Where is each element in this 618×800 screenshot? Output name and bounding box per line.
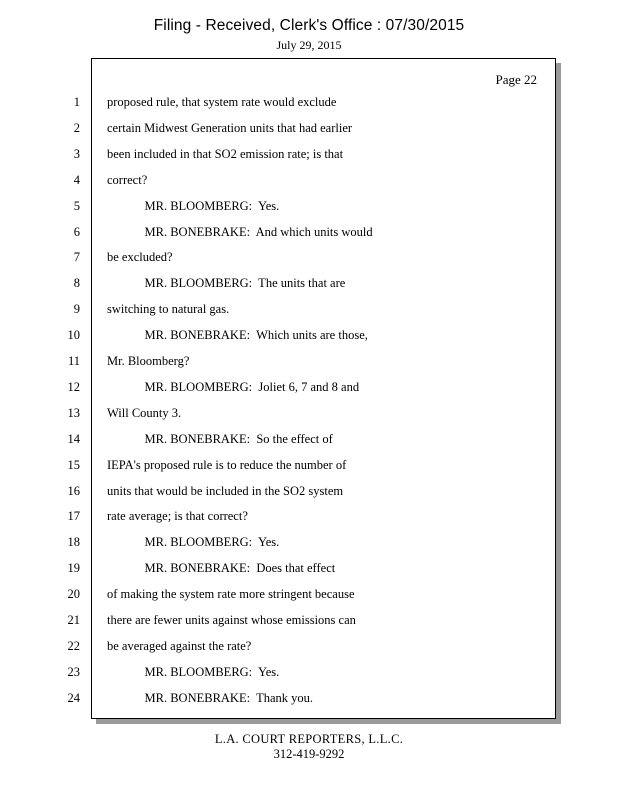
reporter-name: L.A. COURT REPORTERS, L.L.C. <box>214 732 404 746</box>
line-number: 1 <box>73 95 80 109</box>
line-text: there are fewer units against whose emissions can <box>107 613 356 627</box>
line-number: 13 <box>67 406 80 420</box>
reporter-phone: 312-419-9292 <box>273 747 345 761</box>
line-number: 17 <box>67 509 80 523</box>
filing-stamp: Filing - Received, Clerk's Office : 07/30/2015 <box>153 17 465 34</box>
line-number: 15 <box>67 458 80 472</box>
line-text: MR. BLOOMBERG: Yes. <box>107 665 280 679</box>
line-number: 22 <box>67 639 80 653</box>
line-number: 18 <box>67 535 80 549</box>
line-number: 4 <box>73 173 80 187</box>
line-text: switching to natural gas. <box>107 302 230 316</box>
line-number: 6 <box>73 225 80 239</box>
line-number: 21 <box>67 613 80 627</box>
line-number: 10 <box>67 328 80 342</box>
line-text: MR. BONEBRAKE: Does that effect <box>107 561 336 575</box>
line-text: Mr. Bloomberg? <box>107 354 190 368</box>
line-text: been included in that SO2 emission rate; is that <box>107 147 344 161</box>
line-text: proposed rule, that system rate would exclude <box>107 95 337 109</box>
line-text: correct? <box>107 173 148 187</box>
line-number: 23 <box>67 665 80 679</box>
line-text: of making the system rate more stringent because <box>107 587 355 601</box>
line-text: MR. BLOOMBERG: Joliet 6, 7 and 8 and <box>107 380 360 394</box>
line-text: MR. BONEBRAKE: Thank you. <box>107 691 314 705</box>
line-number: 14 <box>67 432 80 446</box>
line-text: Will County 3. <box>107 406 182 420</box>
line-text: MR. BONEBRAKE: And which units would <box>107 225 373 239</box>
line-number: 19 <box>67 561 80 575</box>
line-text: MR. BONEBRAKE: So the effect of <box>107 432 333 446</box>
line-text: MR. BLOOMBERG: Yes. <box>107 199 280 213</box>
line-text: IEPA's proposed rule is to reduce the number of <box>107 458 347 472</box>
line-text: MR. BLOOMBERG: Yes. <box>107 535 280 549</box>
line-number: 24 <box>67 691 80 705</box>
hearing-date: July 29, 2015 <box>276 38 342 52</box>
line-number: 7 <box>73 250 80 264</box>
line-text: be averaged against the rate? <box>107 639 252 653</box>
line-text: certain Midwest Generation units that had earlier <box>107 121 353 135</box>
line-number: 5 <box>73 199 80 213</box>
line-text: MR. BONEBRAKE: Which units are those, <box>107 328 368 342</box>
page-number: Page 22 <box>495 72 537 87</box>
line-number: 20 <box>67 587 80 601</box>
line-number: 12 <box>67 380 80 394</box>
line-text: units that would be included in the SO2 system <box>107 484 344 498</box>
line-number: 8 <box>73 276 80 290</box>
line-number: 16 <box>67 484 80 498</box>
line-text: MR. BLOOMBERG: The units that are <box>107 276 346 290</box>
line-text: be excluded? <box>107 250 173 264</box>
line-number: 9 <box>73 302 80 316</box>
line-number: 2 <box>73 121 80 135</box>
line-text: rate average; is that correct? <box>107 509 248 523</box>
line-number: 11 <box>67 354 80 368</box>
line-number: 3 <box>73 147 80 161</box>
